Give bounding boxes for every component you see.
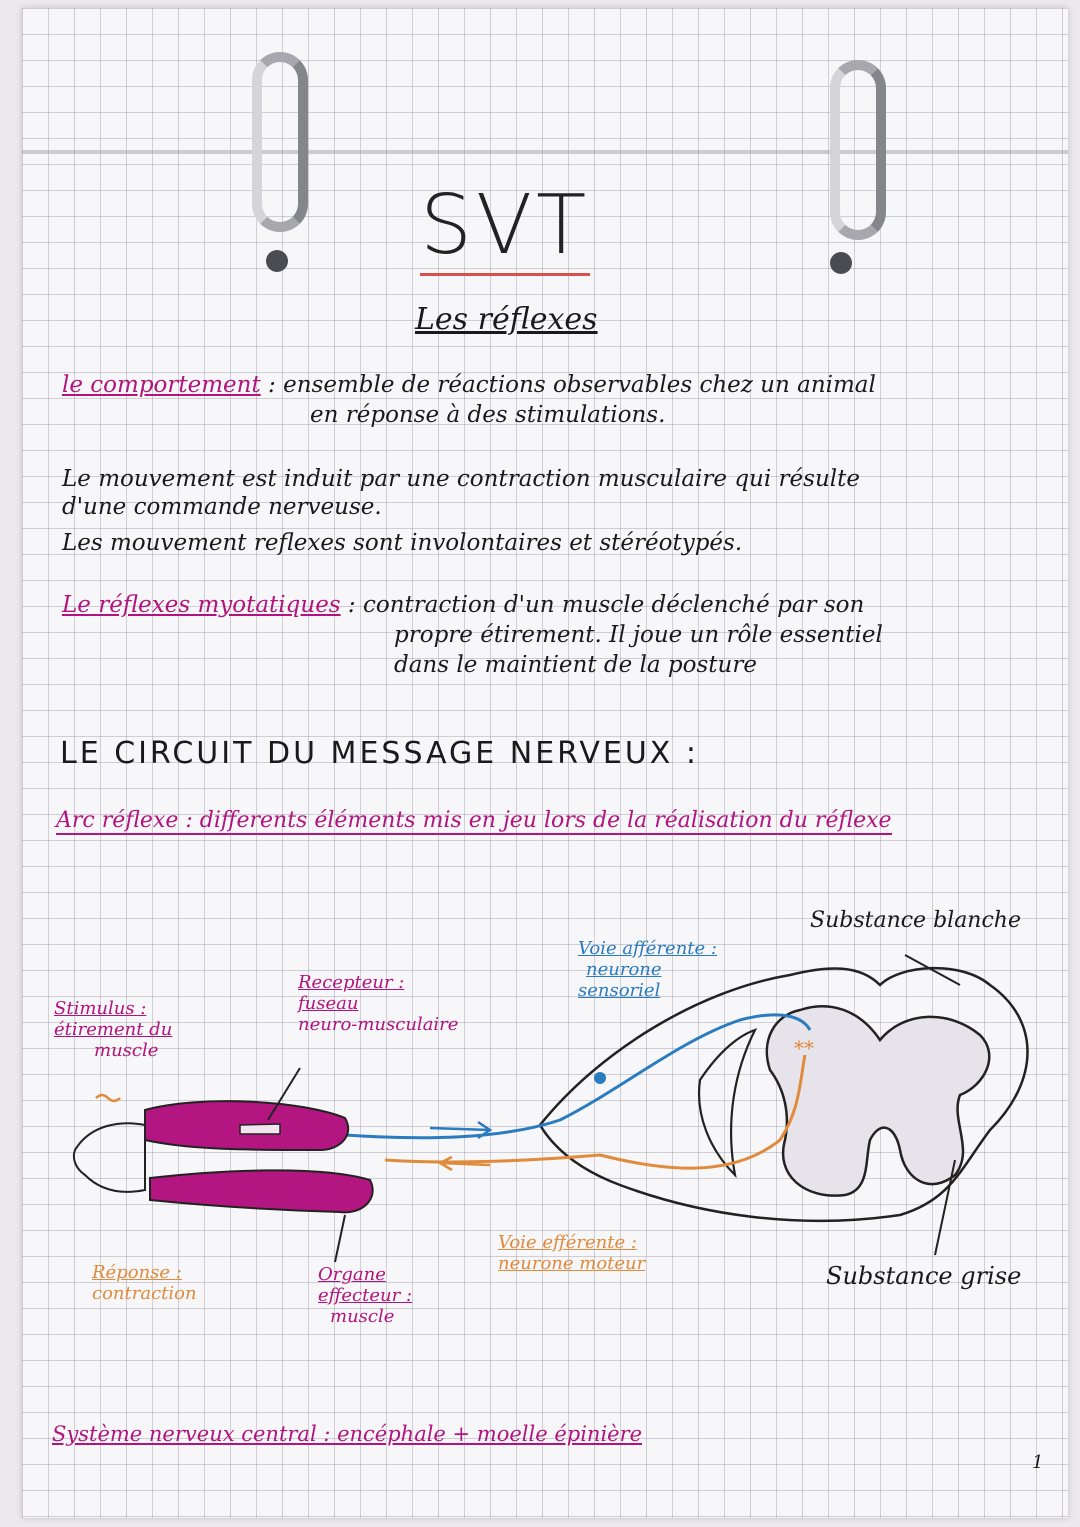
label-reponse-1: Réponse : bbox=[92, 1262, 182, 1283]
text-mouvement-2: d'une commande nerveuse. bbox=[62, 494, 382, 520]
label-substance-blanche: Substance blanche bbox=[810, 908, 1021, 933]
label-efferente-2: neurone moteur bbox=[498, 1253, 646, 1274]
label-recepteur bbox=[298, 972, 458, 1035]
sensory-neuron-body bbox=[594, 1072, 606, 1084]
efferent-direction-arrow bbox=[440, 1157, 490, 1170]
label-afferente-1: Voie afférente : bbox=[578, 938, 717, 959]
label-reponse bbox=[92, 1262, 197, 1304]
label-recepteur-3: neuro-musculaire bbox=[298, 1014, 459, 1035]
label-voie-afferente bbox=[578, 938, 717, 1001]
label-reponse-2: contraction bbox=[92, 1283, 197, 1304]
term-myotatique: Le réflexes myotatiques bbox=[62, 592, 341, 618]
text-mouvement-3: Les mouvement reflexes sont involontaires et stéréotypés. bbox=[62, 530, 743, 556]
efferent-nerve-path bbox=[385, 1055, 805, 1168]
bone-outline bbox=[74, 1123, 145, 1192]
arc-reflexe-definition: Arc réflexe : differents éléments mis en jeu lors de la réalisation du réflexe bbox=[56, 808, 892, 833]
label-stimulus bbox=[54, 998, 172, 1061]
stimulus-wave-icon bbox=[96, 1095, 120, 1101]
label-organe-1: Organe bbox=[318, 1264, 386, 1285]
label-afferente-3: sensoriel bbox=[578, 980, 661, 1001]
text-comportement-1: : ensemble de réactions observables chez un animal bbox=[268, 372, 876, 398]
text-myotatique-3: dans le maintient de la posture bbox=[394, 652, 757, 678]
label-organe-3: muscle bbox=[330, 1306, 395, 1327]
label-stimulus-1: Stimulus : bbox=[54, 998, 147, 1019]
footer-systeme-nerveux: Système nerveux central : encéphale + moelle épinière bbox=[52, 1422, 643, 1446]
label-efferente-1: Voie efférente : bbox=[498, 1232, 637, 1253]
label-voie-efferente bbox=[498, 1232, 645, 1274]
label-stimulus-3: muscle bbox=[94, 1040, 159, 1061]
section-heading: LE CIRCUIT DU MESSAGE NERVEUX : bbox=[60, 736, 700, 771]
label-organe-effecteur bbox=[318, 1264, 412, 1327]
grey-matter bbox=[767, 1006, 989, 1195]
page-number: 1 bbox=[1032, 1452, 1044, 1473]
text-myotatique-2: propre étirement. Il joue un rôle essentiel bbox=[394, 622, 883, 648]
synapse-marker-icon: ** bbox=[794, 1036, 814, 1060]
label-substance-grise: Substance grise bbox=[826, 1262, 1022, 1290]
label-stimulus-2: étirement du bbox=[54, 1019, 173, 1040]
label-organe-2: effecteur : bbox=[318, 1285, 413, 1306]
page-title: SVT bbox=[420, 178, 590, 276]
text-myotatique-1: : contraction d'un muscle déclenché par son bbox=[347, 592, 865, 618]
label-recepteur-1: Recepteur : bbox=[298, 972, 405, 993]
muscle-lower bbox=[150, 1170, 373, 1212]
label-afferente-2: neurone bbox=[586, 959, 662, 980]
page-subtitle: Les réflexes bbox=[415, 302, 598, 337]
muscle-spindle bbox=[240, 1124, 280, 1134]
label-recepteur-2: fuseau bbox=[298, 993, 359, 1014]
dorsal-root-ganglion bbox=[699, 1030, 755, 1175]
text-comportement-2: en réponse à des stimulations. bbox=[310, 402, 666, 428]
text-mouvement-1: Le mouvement est induit par une contraction musculaire qui résulte bbox=[62, 466, 860, 492]
term-comportement: le comportement bbox=[62, 372, 261, 398]
effector-pointer bbox=[335, 1215, 345, 1262]
